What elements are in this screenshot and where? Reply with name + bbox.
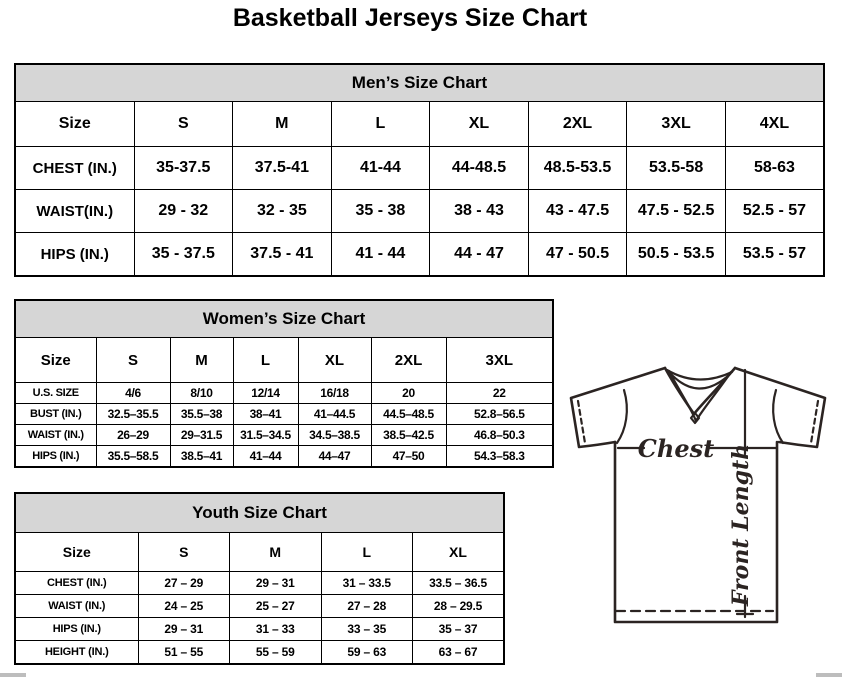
size-value: 54.3–58.3 [446, 446, 553, 468]
size-value: 35-37.5 [134, 147, 233, 190]
horizontal-scrollbar-fragment-left[interactable] [0, 673, 26, 677]
size-value: 27 – 28 [321, 595, 413, 618]
table-row [15, 595, 504, 618]
size-value: 44-48.5 [430, 147, 529, 190]
table-row [15, 404, 553, 425]
column-header: XL [430, 102, 529, 147]
column-header: L [233, 338, 298, 383]
size-value: 29 - 32 [134, 190, 233, 233]
men-column-header-row [15, 102, 824, 147]
size-value: 24 – 25 [138, 595, 230, 618]
size-value: 20 [371, 383, 446, 404]
row-label: WAIST(IN.) [15, 190, 134, 233]
size-value: 12/14 [233, 383, 298, 404]
size-value: 25 – 27 [230, 595, 322, 618]
row-label: BUST (IN.) [15, 404, 96, 425]
size-value: 53.5 - 57 [725, 233, 824, 277]
size-value: 59 – 63 [321, 641, 413, 665]
row-label: HIPS (IN.) [15, 618, 138, 641]
size-value: 63 – 67 [413, 641, 505, 665]
size-value: 41–44.5 [298, 404, 371, 425]
size-value: 50.5 - 53.5 [627, 233, 726, 277]
size-value: 41 - 44 [331, 233, 430, 277]
size-value: 37.5 - 41 [233, 233, 332, 277]
column-header: S [138, 533, 230, 572]
size-value: 41-44 [331, 147, 430, 190]
chest-label: Chest [637, 434, 715, 463]
column-header: L [321, 533, 413, 572]
column-header: M [233, 102, 332, 147]
column-header: L [331, 102, 430, 147]
size-value: 27 – 29 [138, 572, 230, 595]
table-row [15, 233, 824, 277]
page-title: Basketball Jerseys Size Chart [232, 4, 588, 32]
size-value: 58-63 [725, 147, 824, 190]
size-value: 4/6 [96, 383, 170, 404]
size-value: 47–50 [371, 446, 446, 468]
size-value: 52.5 - 57 [725, 190, 824, 233]
size-value: 38 - 43 [430, 190, 529, 233]
size-value: 28 – 29.5 [413, 595, 505, 618]
size-value: 29 – 31 [230, 572, 322, 595]
column-header: 2XL [371, 338, 446, 383]
column-header: 2XL [528, 102, 627, 147]
right-cuff-dashed-line [811, 401, 818, 443]
size-value: 8/10 [170, 383, 233, 404]
size-value: 35 - 38 [331, 190, 430, 233]
size-value: 55 – 59 [230, 641, 322, 665]
column-header: 3XL [627, 102, 726, 147]
size-value: 52.8–56.5 [446, 404, 553, 425]
table-row [15, 383, 553, 404]
size-value: 35.5–58.5 [96, 446, 170, 468]
row-label: WAIST (IN.) [15, 595, 138, 618]
size-value: 31.5–34.5 [233, 425, 298, 446]
size-value: 46.8–50.3 [446, 425, 553, 446]
women-column-header-row [15, 338, 553, 383]
size-value: 31 – 33 [230, 618, 322, 641]
left-cuff-dashed-line [578, 401, 585, 443]
size-value: 48.5-53.5 [528, 147, 627, 190]
size-value: 44–47 [298, 446, 371, 468]
size-value: 33.5 – 36.5 [413, 572, 505, 595]
womens-size-table [14, 299, 554, 468]
row-label: U.S. SIZE [15, 383, 96, 404]
youth-size-table [14, 492, 505, 665]
size-value: 38.5–41 [170, 446, 233, 468]
column-header: M [230, 533, 322, 572]
size-value: 34.5–38.5 [298, 425, 371, 446]
size-value: 44 - 47 [430, 233, 529, 277]
table-row [15, 641, 504, 665]
size-value: 35 - 37.5 [134, 233, 233, 277]
horizontal-scrollbar-fragment-right[interactable] [816, 673, 842, 677]
size-value: 47.5 - 52.5 [627, 190, 726, 233]
row-label: CHEST (IN.) [15, 572, 138, 595]
size-value: 26–29 [96, 425, 170, 446]
column-header: Size [15, 338, 96, 383]
size-value: 53.5-58 [627, 147, 726, 190]
column-header: XL [413, 533, 505, 572]
size-value: 31 – 33.5 [321, 572, 413, 595]
row-label: HIPS (IN.) [15, 446, 96, 468]
size-value: 35.5–38 [170, 404, 233, 425]
size-value: 16/18 [298, 383, 371, 404]
size-value: 29–31.5 [170, 425, 233, 446]
left-armhole-seam [617, 390, 627, 443]
mens-size-table [14, 63, 825, 277]
right-armhole-seam [773, 390, 783, 443]
size-value: 29 – 31 [138, 618, 230, 641]
size-value: 32.5–35.5 [96, 404, 170, 425]
table-row [15, 425, 553, 446]
size-value: 22 [446, 383, 553, 404]
jersey-measurement-diagram [560, 360, 836, 636]
size-value: 51 – 55 [138, 641, 230, 665]
column-header: M [170, 338, 233, 383]
women-table-title: Women’s Size Chart [15, 300, 553, 338]
size-value: 33 – 35 [321, 618, 413, 641]
row-label: CHEST (IN.) [15, 147, 134, 190]
column-header: S [134, 102, 233, 147]
column-header: S [96, 338, 170, 383]
youth-column-header-row [15, 533, 504, 572]
column-header: XL [298, 338, 371, 383]
row-label: HEIGHT (IN.) [15, 641, 138, 665]
size-value: 37.5-41 [233, 147, 332, 190]
table-row [15, 190, 824, 233]
table-row [15, 618, 504, 641]
youth-table-title: Youth Size Chart [15, 493, 504, 533]
table-row [15, 572, 504, 595]
size-value: 44.5–48.5 [371, 404, 446, 425]
size-value: 47 - 50.5 [528, 233, 627, 277]
row-label: HIPS (IN.) [15, 233, 134, 277]
size-value: 38–41 [233, 404, 298, 425]
size-value: 35 – 37 [413, 618, 505, 641]
column-header: 3XL [446, 338, 553, 383]
table-row [15, 446, 553, 468]
size-value: 38.5–42.5 [371, 425, 446, 446]
size-value: 43 - 47.5 [528, 190, 627, 233]
men-table-title: Men’s Size Chart [15, 64, 824, 102]
table-row [15, 147, 824, 190]
column-header: Size [15, 533, 138, 572]
front-length-label: Front Length [728, 443, 754, 607]
size-value: 41–44 [233, 446, 298, 468]
right-sleeve-outline [735, 368, 825, 447]
row-label: WAIST (IN.) [15, 425, 96, 446]
column-header: Size [15, 102, 134, 147]
column-header: 4XL [725, 102, 824, 147]
size-value: 32 - 35 [233, 190, 332, 233]
